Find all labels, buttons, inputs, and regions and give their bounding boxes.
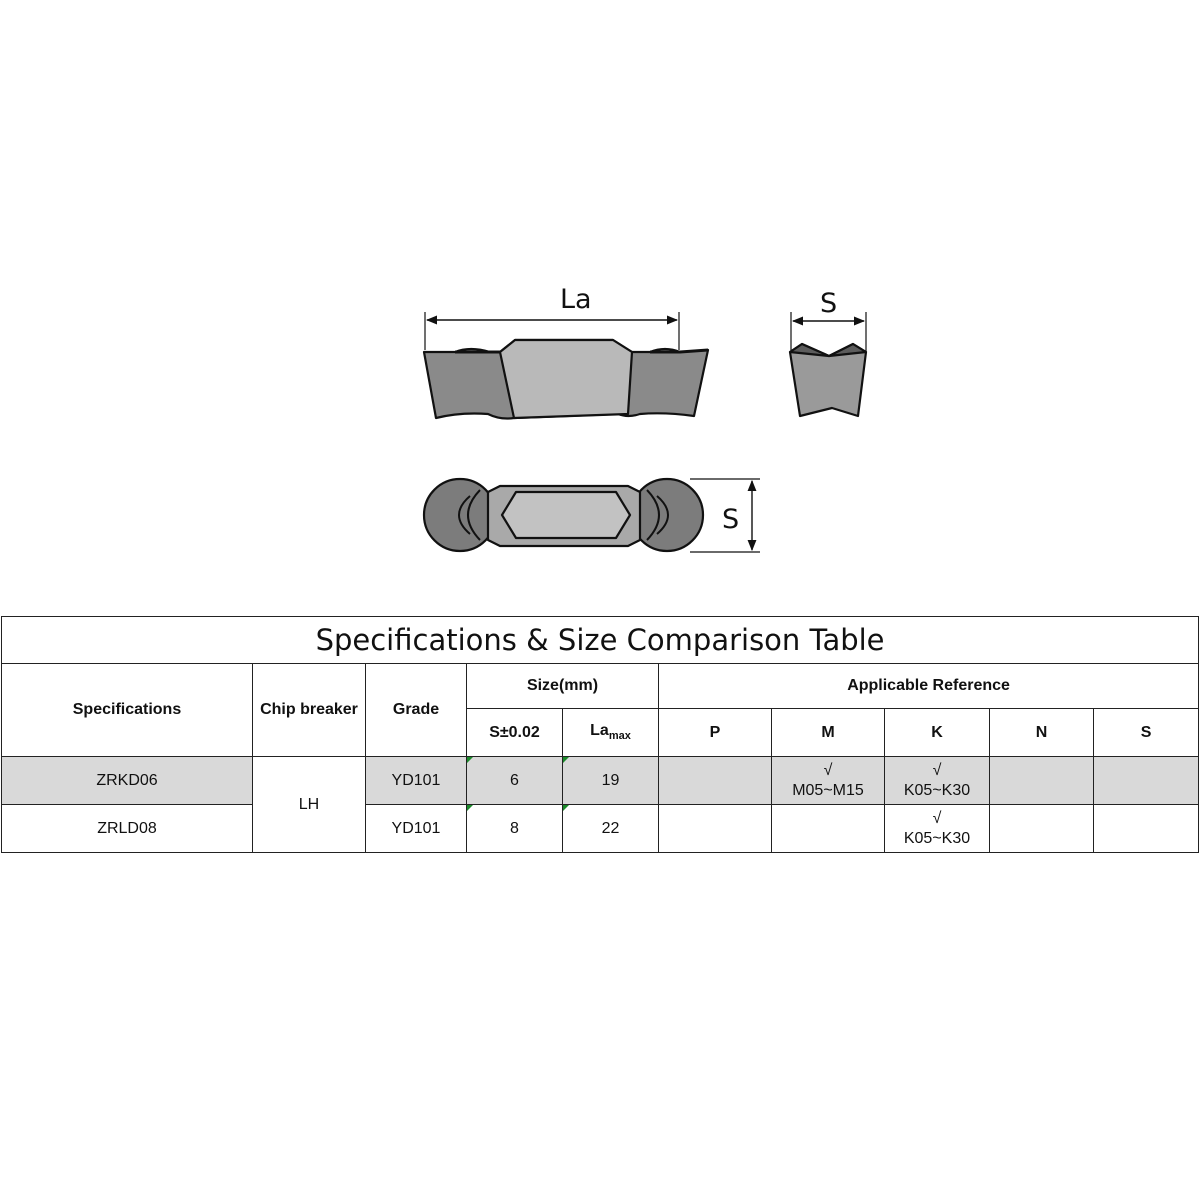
check-mark: √ <box>932 761 942 779</box>
p-cell <box>659 757 772 805</box>
chip-breaker-cell: LH <box>253 757 366 853</box>
m-cell <box>772 805 885 853</box>
header-k: K <box>885 709 990 757</box>
header-s: S <box>1094 709 1199 757</box>
table-row <box>2 757 1199 805</box>
check-mark: √ <box>932 809 942 827</box>
header-s-tolerance: S±0.02 <box>467 709 563 757</box>
m-range: M05~M15 <box>792 781 864 799</box>
s-cell <box>467 805 563 853</box>
table-row <box>2 805 1199 853</box>
cell-marker-icon <box>467 805 473 811</box>
spec-cell: ZRLD08 <box>2 805 253 853</box>
m-cell <box>772 757 885 805</box>
top-view <box>424 479 760 552</box>
header-p: P <box>659 709 772 757</box>
la-sub: max <box>608 730 631 743</box>
s-ref-cell <box>1094 805 1199 853</box>
spec-table <box>1 616 1199 853</box>
s-cell <box>467 757 563 805</box>
k-cell <box>885 805 990 853</box>
header-chip-breaker: Chip breaker <box>253 664 366 757</box>
cell-marker-icon <box>563 805 569 811</box>
spec-cell: ZRKD06 <box>2 757 253 805</box>
p-cell <box>659 805 772 853</box>
header-m: M <box>772 709 885 757</box>
header-la-max <box>563 709 659 757</box>
header-applicable-reference: Applicable Reference <box>659 664 1199 709</box>
check-mark: √ <box>823 761 833 779</box>
k-range: K05~K30 <box>903 781 971 799</box>
s-value: 8 <box>510 819 519 837</box>
s-label-top: S <box>722 504 740 535</box>
grade-cell: YD101 <box>366 805 467 853</box>
front-view <box>424 312 708 419</box>
la-cell <box>563 805 659 853</box>
k-cell <box>885 757 990 805</box>
la-value: 22 <box>601 819 620 837</box>
k-range: K05~K30 <box>903 829 971 847</box>
n-cell <box>990 757 1094 805</box>
s-label-side: S <box>820 288 838 319</box>
grade-cell: YD101 <box>366 757 467 805</box>
table-title: Specifications & Size Comparison Table <box>2 617 1199 664</box>
s-ref-cell <box>1094 757 1199 805</box>
la-cell <box>563 757 659 805</box>
la-label: La <box>560 284 592 315</box>
header-size: Size(mm) <box>467 664 659 709</box>
s-value: 6 <box>510 771 519 789</box>
la-value: 19 <box>601 771 620 789</box>
la-base: La <box>590 722 609 740</box>
side-view <box>790 312 866 416</box>
header-grade: Grade <box>366 664 467 757</box>
header-n: N <box>990 709 1094 757</box>
cell-marker-icon <box>563 757 569 763</box>
header-specifications: Specifications <box>2 664 253 757</box>
n-cell <box>990 805 1094 853</box>
cell-marker-icon <box>467 757 473 763</box>
